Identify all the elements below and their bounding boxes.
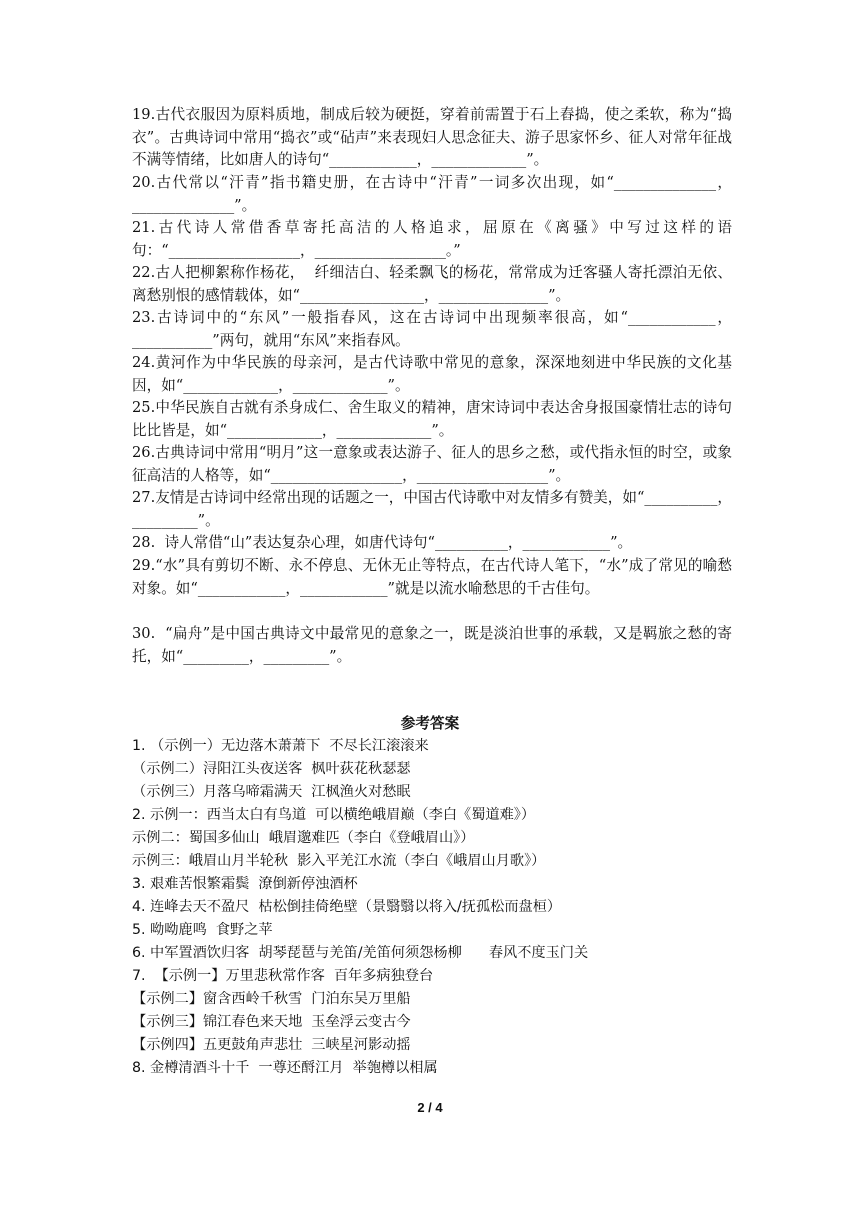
answer-line: 【示例二】窗含西岭千秋雪 门泊东吴万里船 bbox=[132, 991, 411, 1007]
answer-line: 2. 示例一：西当太白有鸟道 可以横绝峨眉巅（李白《蜀道难》） bbox=[132, 807, 536, 823]
answer-line: 示例二：蜀国多仙山 峨眉邈难匹（李白《登峨眉山》） bbox=[132, 830, 475, 846]
answer-line: 【示例三】锦江春色来天地 玉垒浮云变古今 bbox=[132, 1014, 411, 1030]
page-number: 2 / 4 bbox=[417, 1100, 443, 1115]
answer-line: 【示例四】五更鼓角声悲壮 三峡星河影动摇 bbox=[132, 1037, 411, 1053]
answer-line: 4. 连峰去天不盈尺 枯松倒挂倚绝壁（景翳翳以将入/抚孤松而盘桓） bbox=[132, 899, 562, 915]
question-28: 28. 诗人常借“山”表达复杂心理，如唐代诗句“__________，____________”。 bbox=[132, 534, 633, 551]
question-21: 21.古代诗人常借香草寄托高洁的人格追求，屈原在《离骚》中写过这样的语句：“__________________，__________________。” bbox=[132, 219, 732, 259]
question-19: 19.古代衣服因为原料质地，制成后较为硬挺，穿着前需置于石上舂捣，使之柔软，称为“捣衣”。古典诗词中常用“捣衣”或“砧声”来表现妇人思念征夫、游子思家怀乡、征人对常年征战不满等情绪，比如唐人的诗句“____________，_____________”。 bbox=[132, 106, 732, 169]
question-29: 29.“水”具有剪切不断、永不停息、无休无止等特点，在古代诗人笔下，“水”成了常见的喻愁对象。如“____________，____________”就是以流水喻愁思的千古佳句。 bbox=[132, 557, 732, 597]
question-30: 30. “扁舟”是中国古典诗文中最常见的意象之一，既是淡泊世事的承载，又是羁旅之愁的寄托，如“_________，_________”。 bbox=[132, 625, 732, 665]
answer-line: （示例三）月落乌啼霜满天 江枫渔火对愁眠 bbox=[132, 784, 411, 800]
answers-title: 参考答案 bbox=[400, 715, 460, 732]
answer-line: 7. 【示例一】万里悲秋常作客 百年多病独登台 bbox=[132, 968, 434, 984]
question-23: 23.古诗词中的“东风”一般指春风，这在古诗词中出现频率很高，如“____________，___________”两句，就用“东风”来指春风。 bbox=[132, 309, 732, 349]
question-26: 26.古典诗词中常用“明月”这一意象或表达游子、征人的思乡之愁，或代指永恒的时空，或象征高洁的人格等，如“__________________，__________________”。 bbox=[132, 444, 732, 484]
question-27: 27.友情是古诗词中经常出现的话题之一，中国古代诗歌中对友情多有赞美，如“__________，_________”。 bbox=[132, 489, 732, 529]
answer-line: 3. 艰难苦恨繁霜鬓 潦倒新停浊酒杯 bbox=[132, 876, 358, 892]
answer-line: 5. 呦呦鹿鸣 食野之苹 bbox=[132, 922, 273, 938]
answer-line: 6. 中军置酒饮归客 胡琴琵琶与羌笛/羌笛何须怨杨柳 春风不度玉门关 bbox=[132, 945, 589, 961]
question-24: 24.黄河作为中华民族的母亲河，是古代诗歌中常见的意象，深深地刻进中华民族的文化基因，如“_____________，_____________”。 bbox=[132, 354, 732, 394]
answer-line: 8. 金樽清酒斗十千 一尊还酹江月 举匏樽以相属 bbox=[132, 1060, 438, 1076]
question-20: 20.古代常以“汗青”指书籍史册，在古诗中“汗青”一词多次出现，如“______________，______________”。 bbox=[132, 174, 732, 214]
question-25: 25.中华民族自古就有杀身成仁、舍生取义的精神，唐宋诗词中表达舍身报国豪情壮志的诗句比比皆是，如“_____________，_____________”。 bbox=[132, 399, 732, 439]
answer-line: 示例三：峨眉山月半轮秋 影入平羌江水流（李白《峨眉山月歌》） bbox=[132, 853, 546, 869]
answer-line: 1. （示例一）无边落木萧萧下 不尽长江滚滚来 bbox=[132, 738, 429, 754]
answer-line: （示例二）浔阳江头夜送客 枫叶荻花秋瑟瑟 bbox=[132, 761, 411, 777]
question-22: 22.古人把柳絮称作杨花， 纤细洁白、轻柔飘飞的杨花，常常成为迁客骚人寄托漂泊无依、离愁别恨的感情载体，如“_________________，_______________”。 bbox=[132, 264, 732, 304]
